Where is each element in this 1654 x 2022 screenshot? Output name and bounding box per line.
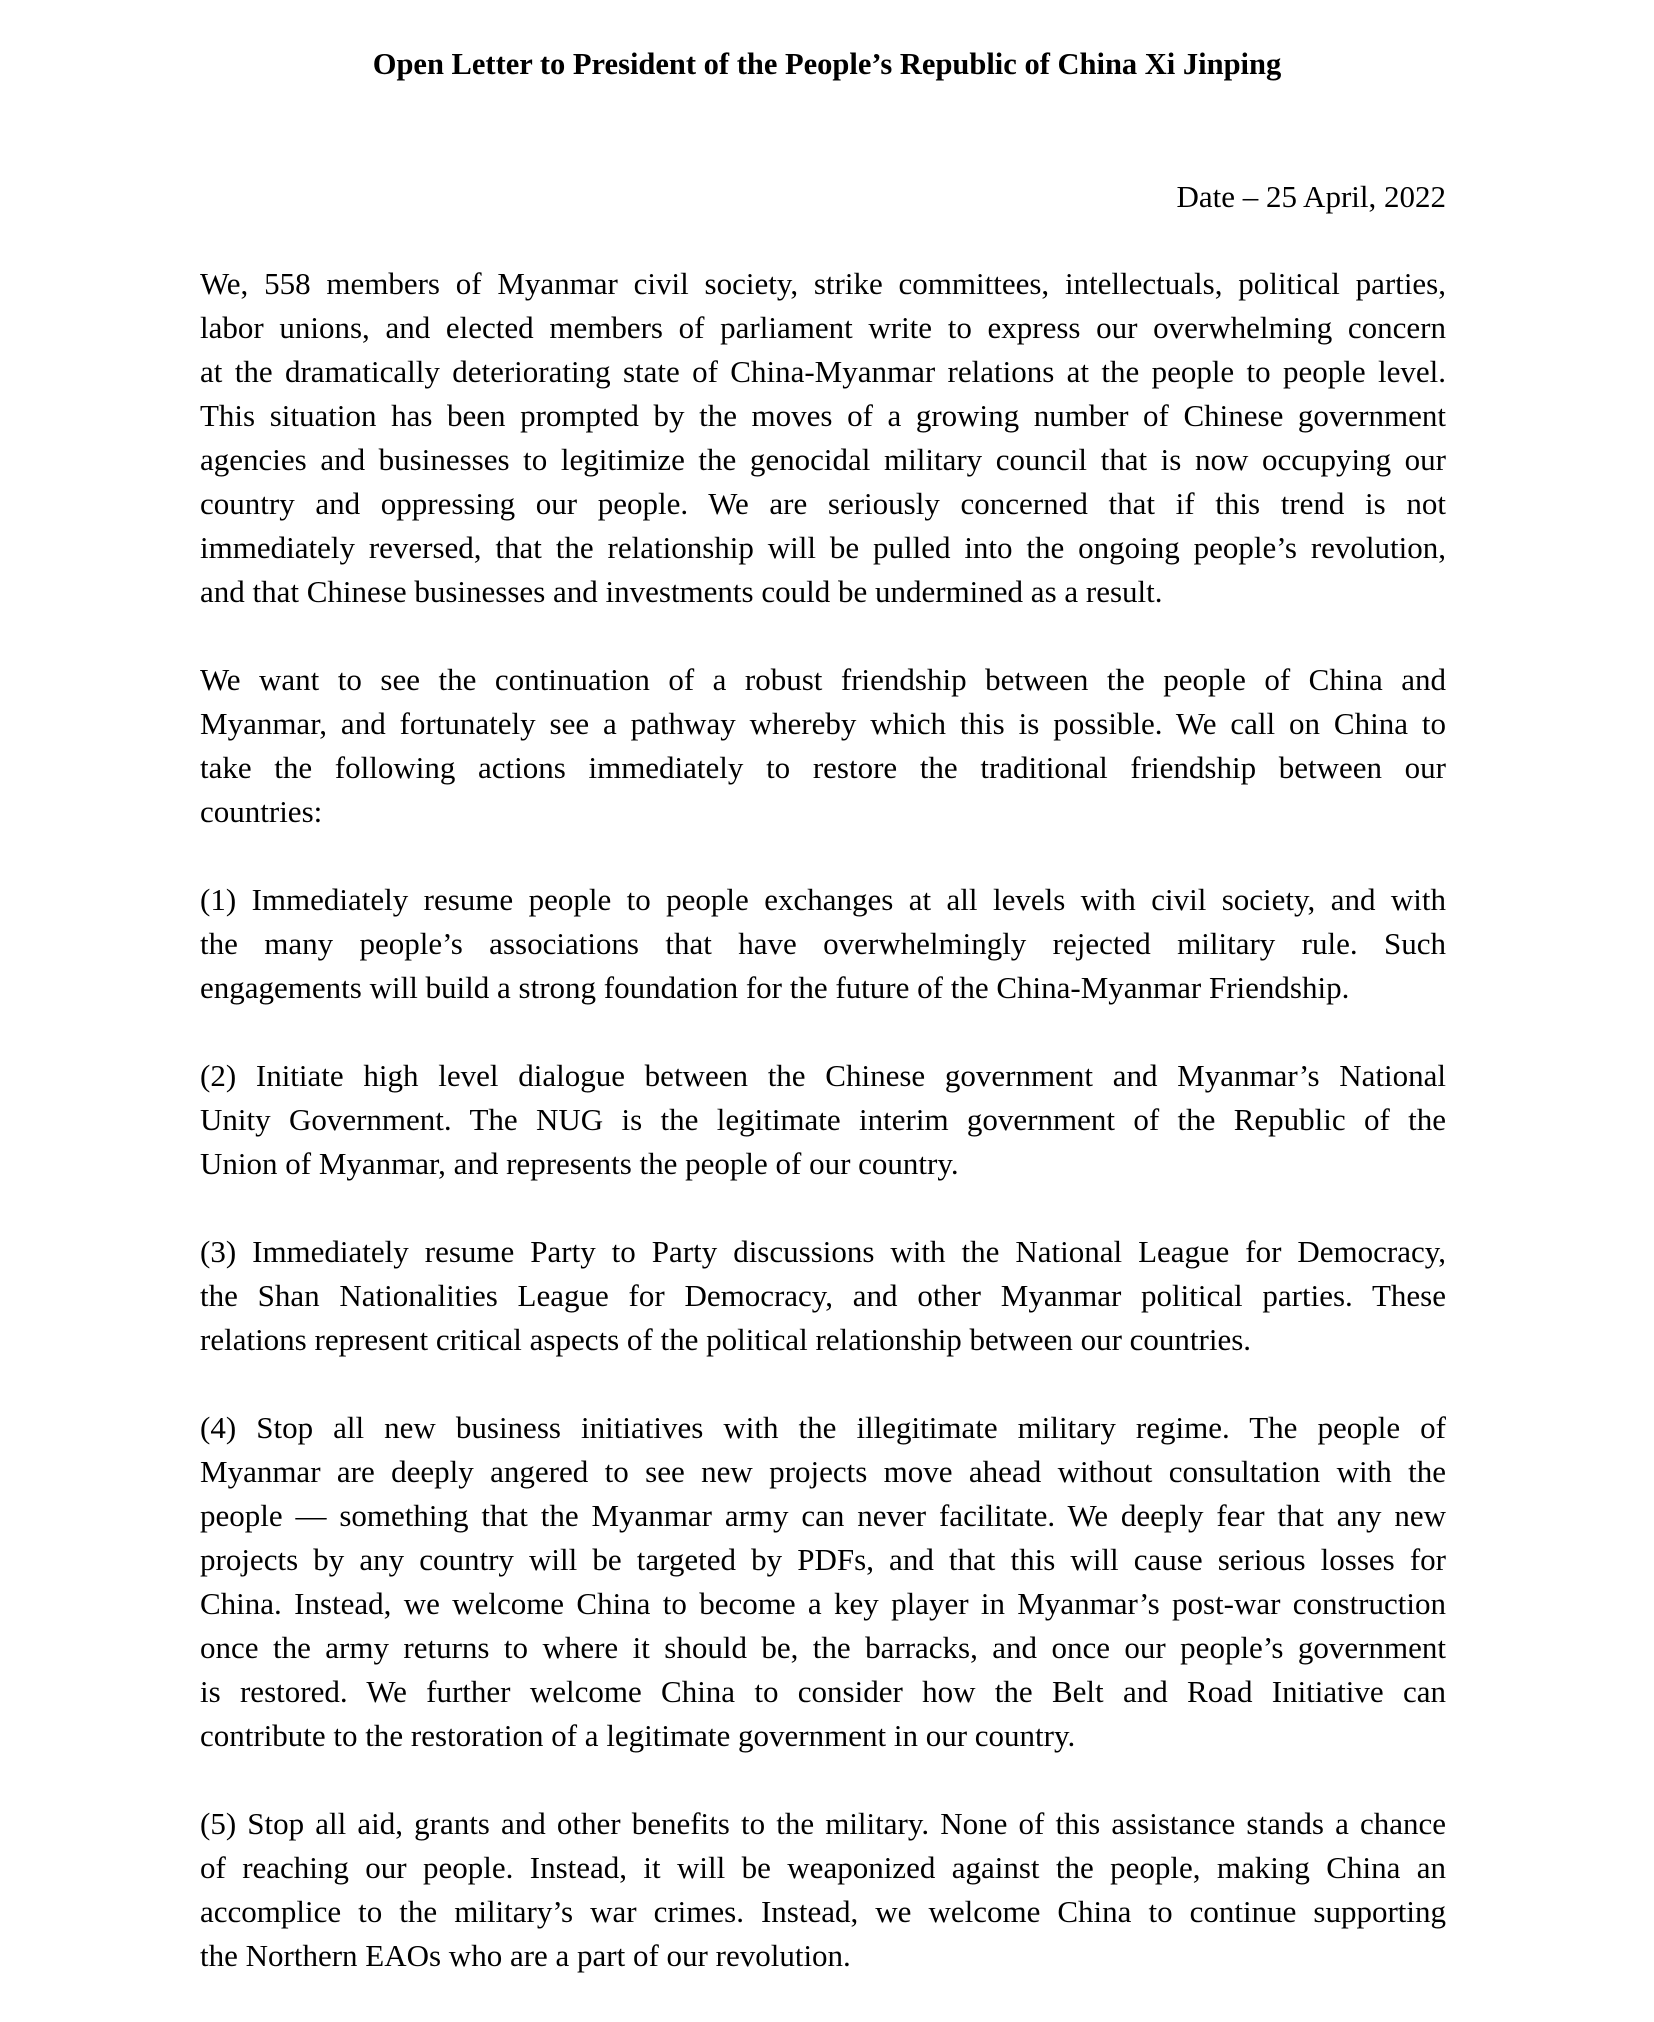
paragraph-point-2 bbox=[200, 1054, 1446, 1186]
text-line: We, 558 members of Myanmar civil society, strike committees, intellectuals, political parties, bbox=[200, 266, 1446, 301]
text-line: country and oppressing our people. We are seriously concerned that if this trend is not bbox=[200, 486, 1446, 521]
text-line: labor unions, and elected members of parliament write to express our overwhelming concern bbox=[200, 310, 1446, 345]
text-line: is restored. We further welcome China to consider how the Belt and Road Initiative can bbox=[200, 1674, 1446, 1709]
paragraph-point-5 bbox=[200, 1802, 1446, 1978]
letter-title: Open Letter to President of the People’s Republic of China Xi Jinping bbox=[372, 47, 1282, 81]
text-line: This situation has been prompted by the moves of a growing number of Chinese government bbox=[200, 398, 1446, 433]
text-line: people — something that the Myanmar army can never facilitate. We deeply fear that any new bbox=[200, 1498, 1446, 1533]
text-line: the Northern EAOs who are a part of our revolution. bbox=[200, 1938, 851, 1973]
text-line: Myanmar are deeply angered to see new projects move ahead without consultation with the bbox=[200, 1454, 1446, 1489]
text-line: countries: bbox=[200, 794, 323, 829]
text-line: immediately reversed, that the relationship will be pulled into the ongoing people’s revolution, bbox=[200, 530, 1446, 565]
text-line: We want to see the continuation of a robust friendship between the people of China and bbox=[200, 662, 1446, 697]
text-line: (5) Stop all aid, grants and other benefits to the military. None of this assistance stands a chance bbox=[200, 1806, 1446, 1841]
text-line: once the army returns to where it should be, the barracks, and once our people’s government bbox=[200, 1630, 1446, 1665]
text-line: the many people’s associations that have overwhelmingly rejected military rule. Such bbox=[200, 926, 1446, 961]
text-line: at the dramatically deteriorating state of China-Myanmar relations at the people to people level. bbox=[200, 354, 1446, 389]
text-line: Unity Government. The NUG is the legitimate interim government of the Republic of the bbox=[200, 1102, 1446, 1137]
text-line: contribute to the restoration of a legitimate government in our country. bbox=[200, 1718, 1076, 1753]
text-line: projects by any country will be targeted by PDFs, and that this will cause serious losses for bbox=[200, 1542, 1446, 1577]
paragraph-point-4 bbox=[200, 1406, 1446, 1758]
paragraph-point-1 bbox=[200, 878, 1446, 1010]
text-line: (4) Stop all new business initiatives with the illegitimate military regime. The people of bbox=[200, 1410, 1446, 1445]
text-line: (1) Immediately resume people to people exchanges at all levels with civil society, and with bbox=[200, 882, 1446, 917]
letter-body bbox=[200, 262, 1446, 2022]
text-line: (2) Initiate high level dialogue between the Chinese government and Myanmar’s National bbox=[200, 1058, 1446, 1093]
text-line: (3) Immediately resume Party to Party discussions with the National League for Democracy, bbox=[200, 1234, 1446, 1269]
text-line: engagements will build a strong foundation for the future of the China-Myanmar Friendship. bbox=[200, 970, 1350, 1005]
paragraph-call-to-action bbox=[200, 658, 1446, 834]
text-line: Myanmar, and fortunately see a pathway whereby which this is possible. We call on China to bbox=[200, 706, 1446, 741]
text-line: of reaching our people. Instead, it will be weaponized against the people, making China an bbox=[200, 1850, 1446, 1885]
text-line: relations represent critical aspects of the political relationship between our countries. bbox=[200, 1322, 1252, 1357]
text-line: and that Chinese businesses and investments could be undermined as a result. bbox=[200, 574, 1163, 609]
text-line: Union of Myanmar, and represents the people of our country. bbox=[200, 1146, 959, 1181]
letter-date: Date – 25 April, 2022 bbox=[1176, 179, 1446, 214]
text-line: the Shan Nationalities League for Democracy, and other Myanmar political parties. These bbox=[200, 1278, 1446, 1313]
paragraph-intro bbox=[200, 262, 1446, 614]
paragraph-point-3 bbox=[200, 1230, 1446, 1362]
text-line: take the following actions immediately to restore the traditional friendship between our bbox=[200, 750, 1446, 785]
text-line: agencies and businesses to legitimize the genocidal military council that is now occupying our bbox=[200, 442, 1446, 477]
text-line: accomplice to the military’s war crimes. Instead, we welcome China to continue supporting bbox=[200, 1894, 1446, 1929]
text-line: China. Instead, we welcome China to become a key player in Myanmar’s post-war construction bbox=[200, 1586, 1446, 1621]
